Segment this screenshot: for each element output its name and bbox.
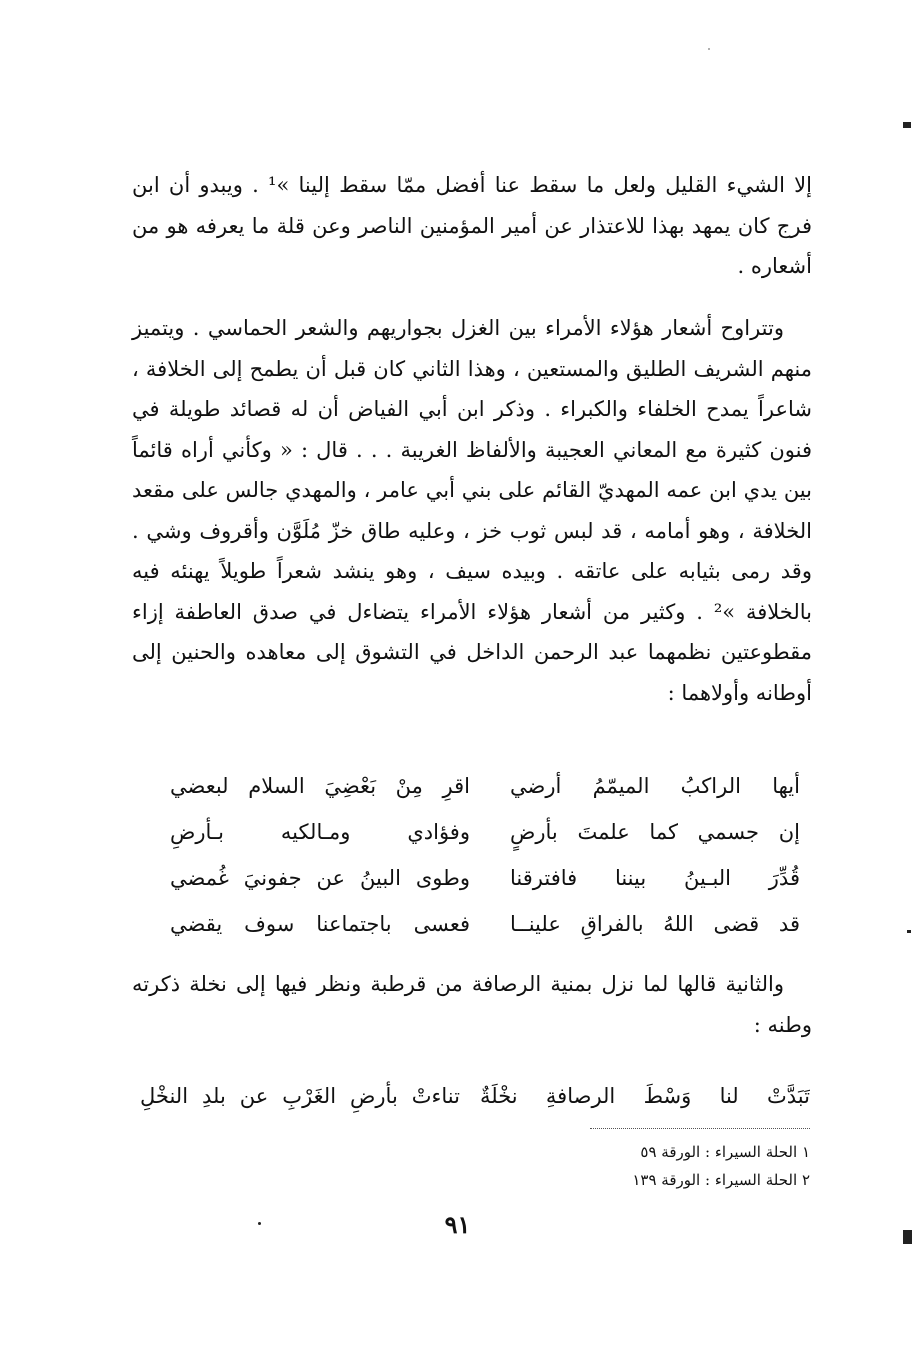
poem-2	[140, 1073, 810, 1119]
verse-first-hemistich: إن جسمي كما علمتَ بأرضٍ	[510, 820, 800, 844]
paragraph-2-text: وتتراوح أشعار هؤلاء الأمراء بين الغزل بجواريهم والشعر الحماسي . ويتميز منهم الشريف الطليق والمستعين ، وهذا الثاني كان قبل أن يطمح إلى الخلافة ، شاعراً يمدح الخلفاء والكبراء . وذكر ابن أبي الفياض أن له قصائد طويلة في فنون كثيرة مع المعاني العجيبة والألفاظ الغريبة . . . قال : « وكأني أراه قائماً بين يدي ابن عمه المهديّ القائم على بني أبي عامر ، والمهدي جالس على مقعد الخلافة ، وهو أمامه ، قد لبس ثوب خز ، وعليه طاق خزّ مُلَوَّن وأقروف وشي . وقد رمى بثيابه على عاتقه . وبيده سيف ، وهو ينشد شعراً طويلاً يهنئه فيه بالخلافة »² . وكثير من أشعار هؤلاء الأمراء يتضاءل في صدق العاطفة إزاء مقطوعتين نظمهما عبد الرحمن الداخل في التشوق إلى معاهده والحنين إلى أوطانه وأولاهما :	[132, 316, 812, 705]
verse-second-hemistich: فعسى باجتماعنا سوف يقضي	[170, 912, 470, 936]
poem-1-verse	[170, 855, 800, 901]
poem-2-verse	[140, 1073, 810, 1119]
poem-1-verse	[170, 809, 800, 855]
paragraph-2	[132, 308, 812, 713]
footnote-2: ٢ الحلة السيراء : الورقة ١٣٩	[632, 1171, 810, 1189]
poem-1-verse	[170, 901, 800, 947]
verse-first-hemistich: قُدِّرَ البـينُ بيننا فافترقنا	[510, 866, 800, 890]
footnote-divider	[590, 1128, 810, 1129]
verse-first-hemistich: تَبَدَّتْ لنا وَسْطَ الرصافةِ نخْلَةٌ	[480, 1084, 810, 1108]
scan-speck	[258, 1222, 261, 1225]
paragraph-1	[132, 165, 812, 287]
footnotes	[500, 1138, 810, 1194]
paragraph-3	[132, 964, 812, 1045]
poem-1-verse	[170, 763, 800, 809]
paragraph-3-text: والثانية قالها لما نزل بمنية الرصافة من قرطبة ونظر فيها إلى نخلة ذكرته وطنه :	[132, 972, 812, 1037]
verse-second-hemistich: اقرِ مِنْ بَعْضِيَ السلام لبعضي	[170, 774, 470, 798]
poem-1	[170, 763, 800, 947]
page-number: ٩١	[444, 1210, 471, 1239]
scan-speck	[903, 122, 911, 128]
verse-second-hemistich: وفؤادي ومـالكيه بـأرضِ	[170, 820, 470, 844]
paragraph-1-text: إلا الشيء القليل ولعل ما سقط عنا أفضل ممّا سقط إلينا »¹ . ويبدو أن ابن فرج كان يمهد بهذا للاعتذار عن أمير المؤمنين الناصر وعن قلة ما يعرفه هو من أشعاره .	[132, 173, 812, 278]
verse-second-hemistich: تناءتْ بأرضِ الغَرْبِ عن بلدِ النخْلِ	[140, 1084, 460, 1108]
scan-speck	[708, 48, 710, 50]
verse-first-hemistich: أيها الراكبُ الميمّمُ أرضي	[510, 774, 800, 798]
scan-speck	[907, 930, 911, 933]
scan-speck	[903, 1230, 912, 1244]
footnote-1: ١ الحلة السيراء : الورقة ٥٩	[640, 1143, 810, 1161]
verse-second-hemistich: وطوى البينُ عن جفونيَ غُمضي	[170, 866, 470, 890]
verse-first-hemistich: قد قضى اللهُ بالفراقِ علينــا	[510, 912, 800, 936]
